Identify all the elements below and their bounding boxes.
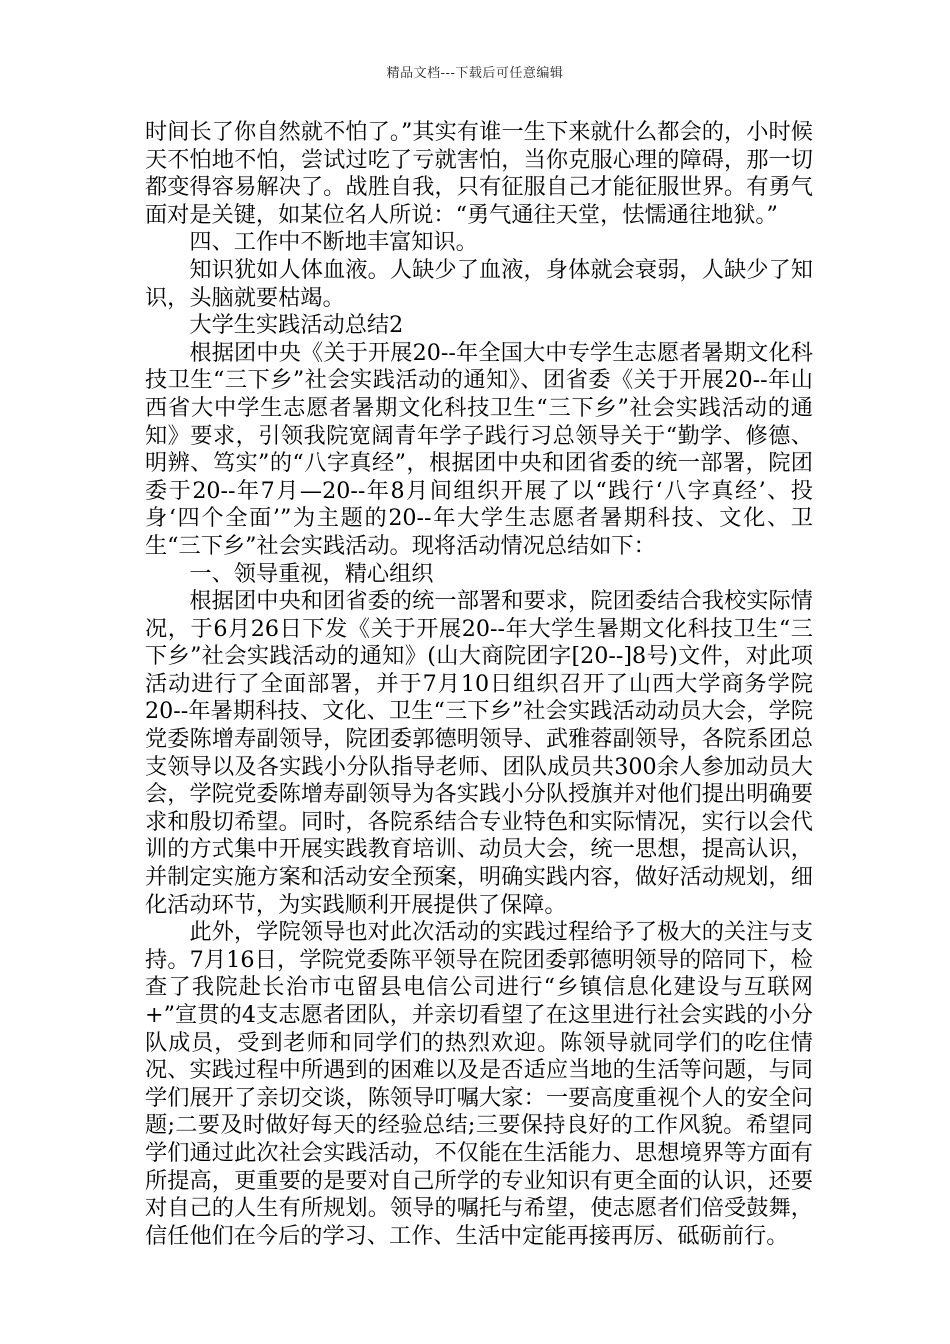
document-body	[145, 119, 813, 1250]
page-header: 精品文档---下载后可任意编辑	[386, 66, 564, 81]
paragraph: 根据团中央和团省委的统一部署和要求，院团委结合我校实际情况，于6月26日下发《关于开展20--年大学生暑期文化科技卫生“三下乡”社会实践活动的通知》(山大商院团字[20--]8号)文件，对此项活动进行了全面部署，并于7月10日组织召开了山西大学商务学院20--年暑期科技、文化、卫生“三下乡”社会实践活动动员大会，学院党委陈增寿副领导，院团委郭德明领导、武雅蓉副领导，各院系团总支领导以及各实践小分队指导老师、团队成员共300余人参加动员大会，学院党委陈增寿副领导为各实践小分队授旗并对他们提出明确要求和殷切希望。同时，各院系结合专业特色和实际情况，实行以会代训的方式集中开展实践教育培训、动员大会，统一思想，提高认识，并制定实施方案和活动安全预案，明确实践内容，做好活动规划，细化活动环节，为实践顺利开展提供了保障。	[145, 588, 813, 918]
paragraph-continuation: 时间长了你自然就不怕了。”其实有谁一生下来就什么都会的，小时候天不怕地不怕，尝试过吃了亏就害怕，当你克服心理的障碍，那一切都变得容易解决了。战胜自我，只有征服自己才能征服世界。有勇气面对是关键，如某位名人所说：“勇气通往天堂，怯懦通往地狱。”	[145, 119, 813, 228]
document-title-2: 大学生实践活动总结2	[189, 312, 404, 339]
paragraph: 根据团中央《关于开展20--年全国大中专学生志愿者暑期文化科技卫生“三下乡”社会实践活动的通知》、团省委《关于开展20--年山西省大中学生志愿者暑期文化科技卫生“三下乡”社会实践活动的通知》要求，引领我院宽阔青年学子践行习总领导关于“勤学、修德、明辨、笃实”的“八字真经”，根据团中央和团省委的统一部署，院团委于20--年7月—20--年8月间组织开展了以“践行‘八字真经’、投身‘四个全面’”为主题的20--年大学生志愿者暑期科技、文化、卫生“三下乡”社会实践活动。现将活动情况总结如下：	[145, 339, 813, 559]
section-heading-one: 一、领导重视，精心组织	[189, 560, 434, 587]
paragraph: 此外，学院领导也对此次活动的实践过程给予了极大的关注与支持。7月16日，学院党委陈平领导在院团委郭德明领导的陪同下，检查了我院赴长治市屯留县电信公司进行“乡镇信息化建设与互联网+”宣贯的4支志愿者团队，并亲切看望了在这里进行社会实践的小分队成员，受到老师和同学们的热烈欢迎。陈领导就同学们的吃住情况、实践过程中所遇到的困难以及是否适应当地的生活等问题，与同学们展开了亲切交谈，陈领导叮嘱大家：一要高度重视个人的安全问题;二要及时做好每天的经验总结;三要保持良好的工作风貌。希望同学们通过此次社会实践活动，不仅能在生活能力、思想境界等方面有所提高，更重要的是要对自己所学的专业知识有更全面的认识，还要对自己的人生有所规划。领导的嘱托与希望，使志愿者们倍受鼓舞，信任他们在今后的学习、工作、生活中定能再接再厉、砥砺前行。	[145, 919, 813, 1249]
paragraph: 知识犹如人体血液。人缺少了血液，身体就会衰弱，人缺少了知识，头脑就要枯竭。	[145, 256, 813, 311]
section-heading-four: 四、工作中不断地丰富知识。	[189, 229, 478, 256]
